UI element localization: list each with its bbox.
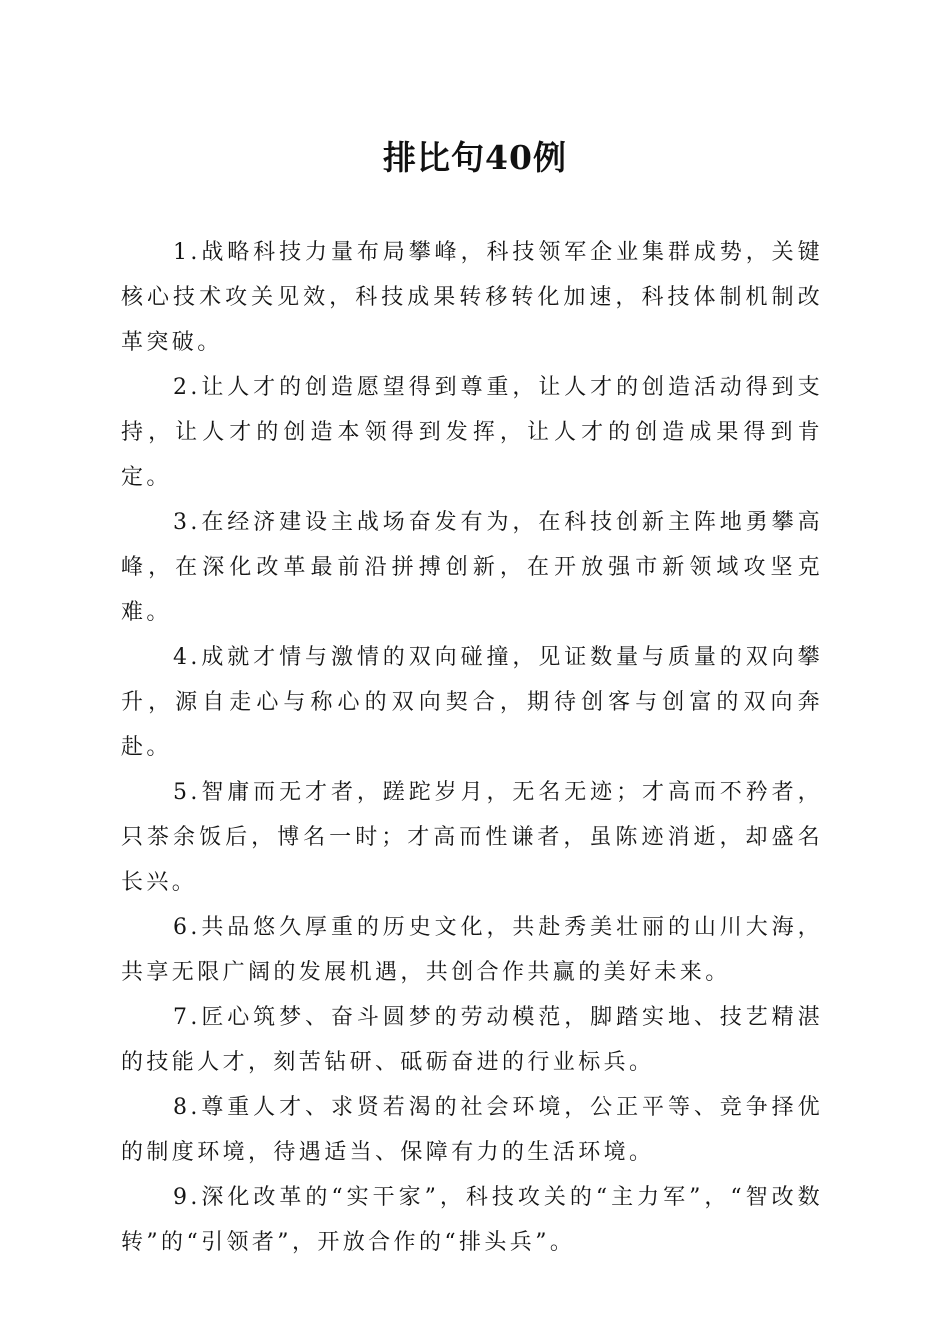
paragraph-8: 8.尊重人才、求贤若渴的社会环境，公正平等、竞争择优的制度环境，待遇适当、保障有力的生活环境。 — [121, 1095, 823, 1165]
paragraph-7: 7.匠心筑梦、奋斗圆梦的劳动模范，脚踏实地、技艺精湛的技能人才，刻苦钻研、砥砺奋进的行业标兵。 — [121, 1005, 823, 1075]
document-body — [121, 230, 823, 1265]
paragraph-6: 6.共品悠久厚重的历史文化，共赴秀美壮丽的山川大海，共享无限广阔的发展机遇，共创合作共赢的美好未来。 — [121, 915, 823, 985]
paragraph-9: 9.深化改革的“实干家”，科技攻关的“主力军”，“智改数转”的“引领者”，开放合作的“排头兵”。 — [121, 1185, 823, 1255]
paragraph-1: 1.战略科技力量布局攀峰，科技领军企业集群成势，关键核心技术攻关见效，科技成果转移转化加速，科技体制机制改革突破。 — [121, 240, 823, 355]
paragraph-3: 3.在经济建设主战场奋发有为，在科技创新主阵地勇攀高峰，在深化改革最前沿拼搏创新，在开放强市新领域攻坚克难。 — [121, 510, 823, 625]
paragraph-2: 2.让人才的创造愿望得到尊重，让人才的创造活动得到支持，让人才的创造本领得到发挥，让人才的创造成果得到肯定。 — [121, 375, 823, 490]
paragraph-4: 4.成就才情与激情的双向碰撞，见证数量与质量的双向攀升，源自走心与称心的双向契合，期待创客与创富的双向奔赴。 — [121, 645, 823, 760]
paragraph-5: 5.智庸而无才者，蹉跎岁月，无名无迹；才高而不矜者，只茶余饭后，博名一时；才高而性谦者，虽陈迹消逝，却盛名长兴。 — [121, 780, 823, 895]
document-title: 排比句40例 — [383, 138, 567, 177]
